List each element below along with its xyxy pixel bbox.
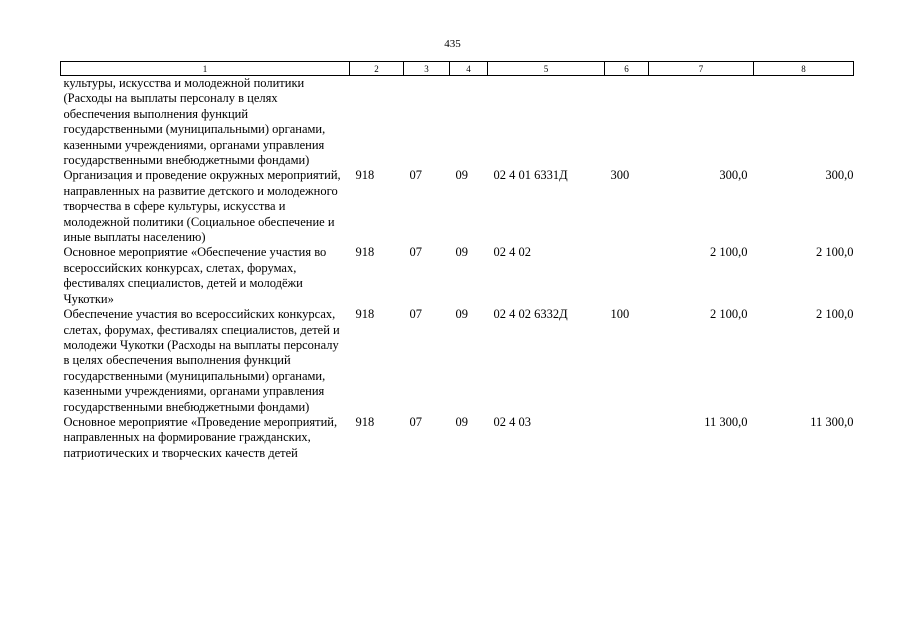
row-subsection: 09 <box>455 414 468 429</box>
row-amount-2 <box>754 76 854 169</box>
row-amount-1: 2 100,0 <box>710 245 748 260</box>
row-expense-type <box>605 415 649 461</box>
row-section: 07 <box>409 307 422 322</box>
column-header-7: 7 <box>649 62 754 76</box>
row-grbs <box>350 76 404 169</box>
row-target-article: 02 4 03 <box>493 414 531 429</box>
row-target-article: 02 4 01 6331Д <box>493 168 568 183</box>
row-expense-type: 300 <box>610 168 630 183</box>
row-amount-2: 300,0 <box>825 168 854 183</box>
table-body <box>61 76 854 462</box>
row-name: Обеспечение участия во всероссийских конкурсах, слетах, форумах, фестивалях специалистов, детей и молодежи Чукотки (Расходы на выплаты персоналу в целях обеспечения выполнения функций государственными (муниципальными) органами, казенными учреждениями, органами управления государственными внебюджетными фондами) <box>63 307 340 414</box>
row-grbs: 918 <box>355 307 375 322</box>
table-row <box>61 307 854 415</box>
row-name: культуры, искусства и молодежной политики (Расходы на выплаты персоналу в целях обеспечения выполнения функций государственными (муниципальными) органами, казенными учреждениями, органами управления государственными внебюджетными фондами) <box>63 76 326 168</box>
column-header-6: 6 <box>605 62 649 76</box>
row-section: 07 <box>409 245 422 260</box>
row-amount-1: 2 100,0 <box>710 307 748 322</box>
column-number-row <box>61 62 854 76</box>
row-expense-type <box>605 76 649 169</box>
row-subsection: 09 <box>455 245 468 260</box>
row-expense-type: 100 <box>610 307 630 322</box>
row-grbs: 918 <box>355 168 375 183</box>
row-section <box>404 76 450 169</box>
column-header-3: 3 <box>404 62 450 76</box>
row-target-article: 02 4 02 <box>493 245 531 260</box>
table-row <box>61 168 854 245</box>
row-amount-2: 11 300,0 <box>810 414 854 429</box>
row-target-article <box>488 76 605 169</box>
table-header <box>61 62 854 76</box>
row-grbs: 918 <box>355 245 375 260</box>
row-section: 07 <box>409 168 422 183</box>
row-name: Организация и проведение окружных мероприятий, направленных на развитие детского и молодежного творчества в сфере культуры, искусства и молодежной политики (Социальное обеспечение и иные выплаты населению) <box>63 168 341 245</box>
row-amount-1 <box>649 76 754 169</box>
row-name: Основное мероприятие «Обеспечение участия во всероссийских конкурсах, слетах, форумах, фестивалях специалистов, детей и молодёжи Чукотки» <box>63 245 327 306</box>
table-row <box>61 415 854 461</box>
row-amount-2: 2 100,0 <box>816 307 854 322</box>
row-subsection <box>450 76 488 169</box>
row-section: 07 <box>409 414 422 429</box>
row-amount-1: 11 300,0 <box>704 414 748 429</box>
row-target-article: 02 4 02 6332Д <box>493 307 568 322</box>
column-header-8: 8 <box>754 62 854 76</box>
row-amount-2: 2 100,0 <box>816 245 854 260</box>
table-row <box>61 76 854 169</box>
row-grbs: 918 <box>355 414 375 429</box>
row-expense-type <box>605 245 649 307</box>
column-header-2: 2 <box>350 62 404 76</box>
column-header-5: 5 <box>488 62 605 76</box>
row-amount-1: 300,0 <box>719 168 748 183</box>
row-subsection: 09 <box>455 168 468 183</box>
table-row <box>61 245 854 307</box>
row-subsection: 09 <box>455 307 468 322</box>
row-name: Основное мероприятие «Проведение мероприятий, направленных на формирование гражданских, патриотических и творческих качеств детей <box>63 414 338 460</box>
page-number: 435 <box>444 38 461 50</box>
column-header-4: 4 <box>450 62 488 76</box>
budget-table <box>60 61 854 461</box>
column-header-1: 1 <box>61 62 350 76</box>
